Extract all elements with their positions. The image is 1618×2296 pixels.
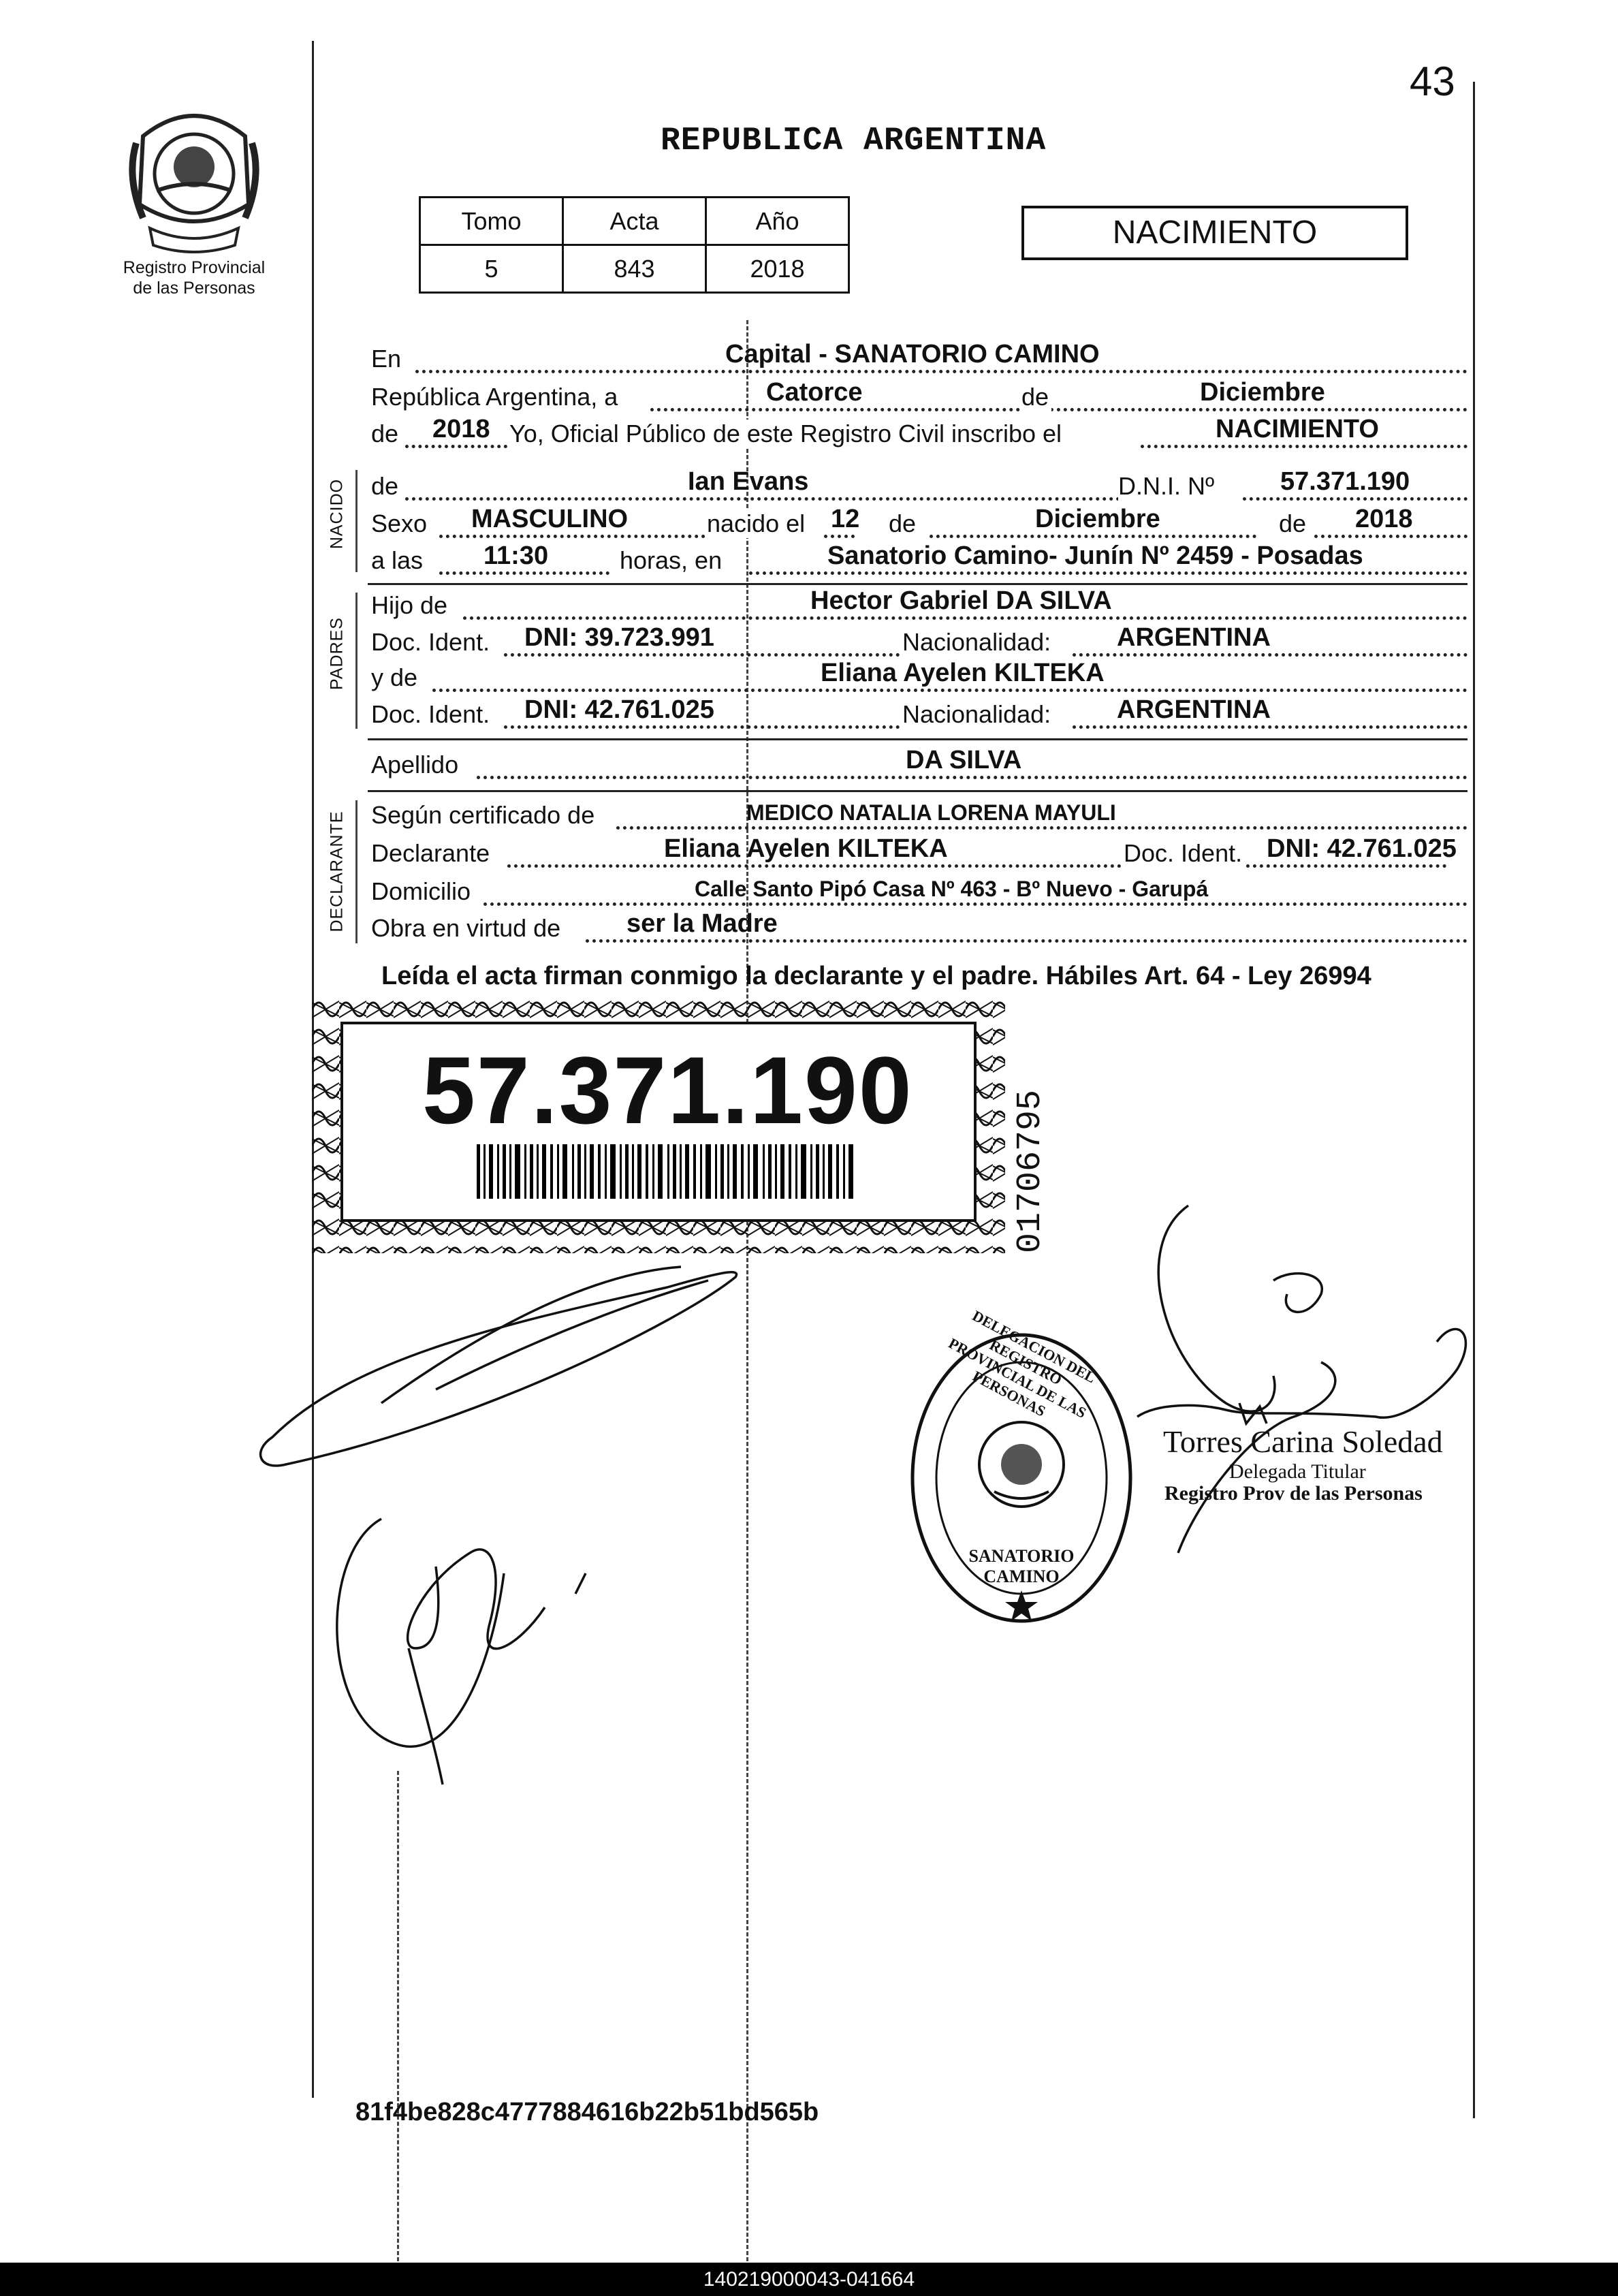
ref-value-tomo: 5 — [420, 245, 563, 293]
ref-value-acta: 843 — [563, 245, 706, 293]
father-nat-label: Nacionalidad: — [902, 628, 1053, 657]
birth-year: 2018 — [1355, 505, 1413, 533]
address-value: Calle Santo Pipó Casa Nº 463 - Bº Nuevo - Garupá — [695, 877, 1209, 901]
declarant-doc: DNI: 42.761.025 — [1267, 834, 1457, 863]
dni-serial-number: 01706795 — [1011, 1089, 1050, 1253]
cert-label: Según certificado de — [371, 801, 597, 830]
place-label: En — [371, 345, 404, 373]
mother-nationality: ARGENTINA — [1117, 695, 1271, 724]
declarante-section-label: DECLARANTE — [327, 811, 347, 932]
surname-label: Apellido — [371, 751, 461, 779]
place-value: Capital - SANATORIO CAMINO — [725, 340, 1100, 368]
birth-de-label: de — [889, 509, 919, 538]
event-value: NACIMIENTO — [1216, 415, 1379, 443]
mother-name: Eliana Ayelen KILTEKA — [821, 659, 1105, 687]
day-value: Catorce — [766, 378, 863, 407]
father-nationality: ARGENTINA — [1117, 623, 1271, 652]
dni-label: D.N.I. Nº — [1118, 472, 1217, 501]
sex-value: MASCULINO — [471, 505, 629, 533]
ref-header-acta: Acta — [563, 198, 706, 245]
father-label: Hijo de — [371, 591, 450, 620]
country-title: REPUBLICA ARGENTINA — [661, 123, 1047, 159]
birth-day: 12 — [831, 505, 860, 533]
date-de-label: de — [1021, 383, 1051, 411]
stamp-ring-text: DELEGACION DEL REGISTRO PROVINCIAL DE LAS PERSONAS — [945, 1306, 1099, 1421]
address-label: Domicilio — [371, 877, 473, 906]
footer-code: 140219000043-041664 — [0, 2263, 1618, 2296]
inscribo-text: Yo, Oficial Público de este Registro Civil inscribo el — [509, 420, 1064, 448]
declarant-label: Declarante — [371, 839, 492, 868]
father-doc: DNI: 39.723.991 — [524, 623, 714, 652]
father-name: Hector Gabriel DA SILVA — [810, 586, 1112, 615]
padres-section-label: PADRES — [327, 617, 347, 690]
registry-caption-line1: Registro Provincial — [123, 258, 266, 277]
ref-value-anio: 2018 — [706, 245, 849, 293]
official-name: Torres Carina Soledad — [1163, 1424, 1443, 1459]
name-de-label: de — [371, 472, 401, 501]
mother-doc: DNI: 42.761.025 — [524, 695, 714, 724]
father-doc-label: Doc. Ident. — [371, 628, 492, 657]
born-label: nacido el — [707, 509, 808, 538]
birth-de2-label: de — [1279, 509, 1309, 538]
cert-value: MEDICO NATALIA LORENA MAYULI — [746, 800, 1116, 825]
document-hash: 81f4be828c4777884616b22b51bd565b — [355, 2098, 819, 2126]
month-value: Diciembre — [1200, 378, 1325, 407]
time-suffix: horas, en — [620, 546, 725, 575]
sex-label: Sexo — [371, 509, 430, 538]
birth-time: 11:30 — [483, 541, 549, 570]
closing-legend: Leída el acta firman conmigo la declarante y el padre. Hábiles Art. 64 - Ley 26994 — [381, 962, 1371, 990]
newborn-dni: 57.371.190 — [1280, 467, 1410, 496]
surname-value: DA SILVA — [906, 746, 1022, 774]
time-prefix: a las — [371, 546, 426, 575]
father-signature — [337, 1519, 586, 1784]
year-de-label: de — [371, 420, 401, 448]
birth-month: Diciembre — [1035, 505, 1160, 533]
republic-label: República Argentina, a — [371, 383, 620, 411]
nacido-section-label: NACIDO — [327, 478, 347, 550]
mother-label: y de — [371, 663, 420, 692]
dni-stamp-number: 57.371.190 — [422, 1037, 913, 1144]
year-value: 2018 — [432, 415, 490, 443]
mother-nat-label: Nacionalidad: — [902, 700, 1053, 729]
official-office: Registro Prov de las Personas — [1164, 1482, 1423, 1505]
ref-header-anio: Año — [706, 198, 849, 245]
capacity-value: ser la Madre — [626, 909, 778, 938]
ref-header-tomo: Tomo — [420, 198, 563, 245]
official-title: Delegada Titular — [1229, 1460, 1366, 1483]
birth-place: Sanatorio Camino- Junín Nº 2459 - Posadas — [827, 541, 1363, 570]
declarant-doc-label: Doc. Ident. — [1124, 839, 1245, 868]
newborn-name: Ian Evans — [688, 467, 809, 496]
capacity-label: Obra en virtud de — [371, 914, 563, 943]
mother-doc-label: Doc. Ident. — [371, 700, 492, 729]
stamp-inner-text: SANATORIO CAMINO — [968, 1546, 1075, 1586]
declarant-signature — [261, 1267, 737, 1466]
registry-caption-line2: de las Personas — [133, 279, 255, 298]
page-number: 43 — [1410, 59, 1455, 104]
record-type-box: NACIMIENTO — [1021, 206, 1408, 260]
declarant-name: Eliana Ayelen KILTEKA — [664, 834, 948, 863]
